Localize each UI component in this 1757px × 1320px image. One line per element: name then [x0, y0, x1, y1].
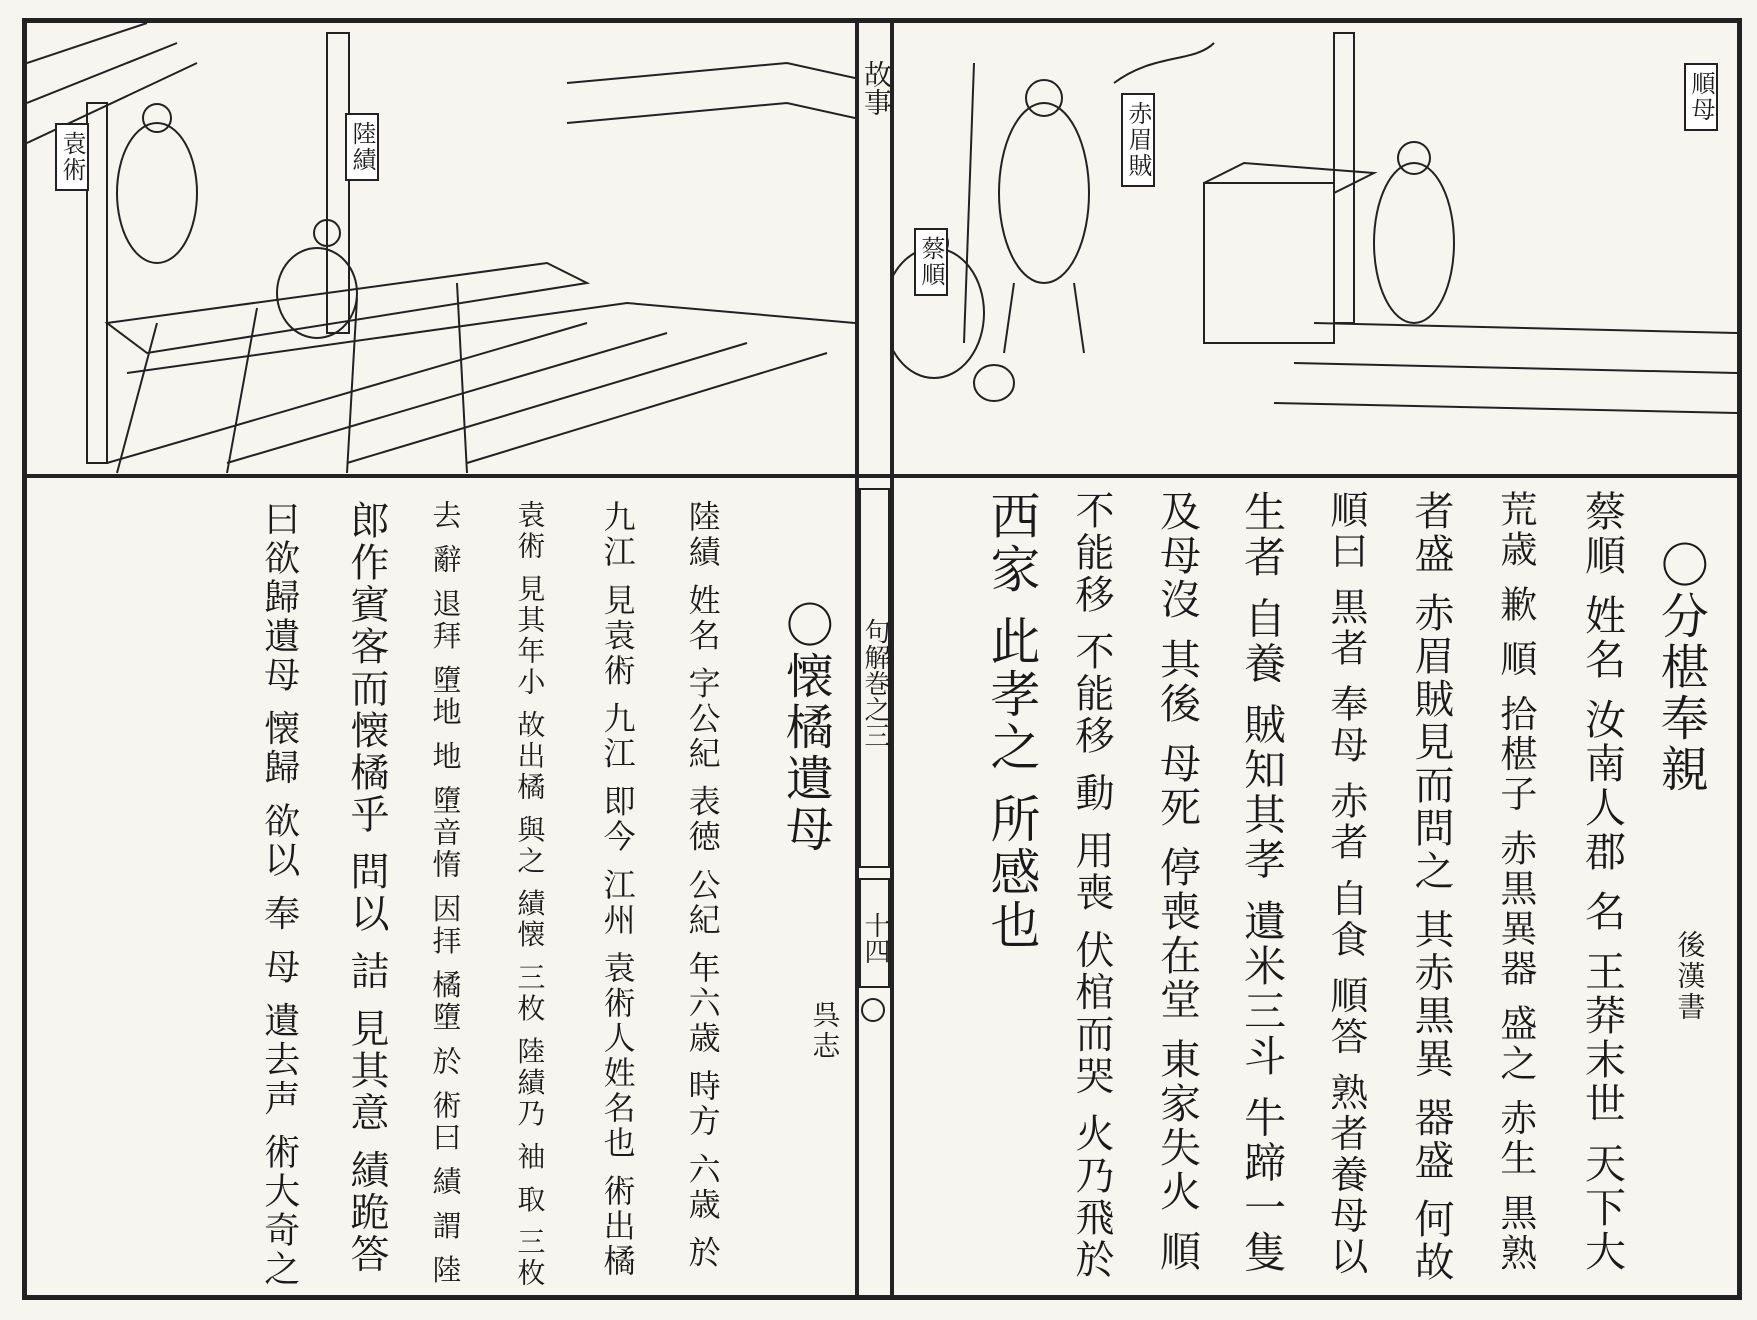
right-column-8: 西家 此孝之 所感也 [982, 490, 1041, 952]
gushi-text: 故事 [860, 60, 893, 116]
left-heading: 〇懐橘遺母 [777, 600, 834, 855]
illustration-lu-ji [27, 23, 855, 474]
right-column-1: 蔡順 姓名 汝南人郡 名 王莽末世 天下大 [1578, 490, 1627, 1275]
right-column-3: 者盛 赤眉賊見而問之 其赤黒異 器盛 何故 [1408, 490, 1454, 1284]
left-column-5: 郎作賓客而懐橘乎 問以 詰 見其意 績跪答 [343, 500, 389, 1276]
label-cai-shun: 蔡順 [914, 228, 948, 296]
left-column-6: 曰欲歸遺母 懐歸 欲以 奉 母 遺去声 術大奇之 [258, 500, 300, 1289]
center-strip [859, 478, 890, 1296]
right-column-7: 不能移 不能移 動 用喪 伏棺而哭 火乃飛於 [1068, 490, 1114, 1281]
page-number: 十四 [859, 878, 890, 988]
label-shun-mu: 順母 [1684, 63, 1718, 131]
left-source: 呉志 [808, 1000, 842, 1062]
left-column-1: 陸績 姓名 字公紀 表徳 公紀 年六歳 時方 六歳 於 [683, 500, 722, 1271]
volume-title: 句解巻之三 [859, 488, 890, 868]
left-column-2: 九江 見袁術 九江 即今 江州 袁術人姓名也 術出橘 [598, 500, 637, 1280]
right-heading: 〇分椹奉親 [1652, 540, 1709, 795]
right-column-4: 順曰 黒者 奉母 赤者 自食 順答 熟者養母以 [1323, 490, 1368, 1278]
left-column-4: 去 辭 退拜 墮地 地 墮音惰 因拝 橘墮 於 術曰 績 謂 陸 [428, 500, 463, 1287]
right-column-5: 生者 自養 賊知其孝 遺米三斗 牛蹄一隻 [1238, 490, 1288, 1276]
right-column-6: 及母沒 其後 母死 停喪在堂 東家失火 順 [1153, 490, 1202, 1275]
label-yuan-shu: 袁術 [55, 123, 89, 191]
right-source: 後漢書 [1673, 930, 1707, 1023]
fish-tail-marker [861, 998, 885, 1022]
gushi-label [859, 60, 893, 116]
label-lu-ji: 陸績 [345, 113, 379, 181]
label-chimei-zei: 赤眉賊 [1121, 93, 1155, 187]
right-column-2: 荒歳 歉 順 拾椹子 赤黒異器 盛之 赤生 黒熟 [1493, 490, 1537, 1274]
illustration-cai-shun [894, 23, 1737, 474]
left-column-3: 袁術 見其年小 故出橘 與之 績懐 三枚 陸績乃 袖 取 三枚 [513, 500, 547, 1290]
